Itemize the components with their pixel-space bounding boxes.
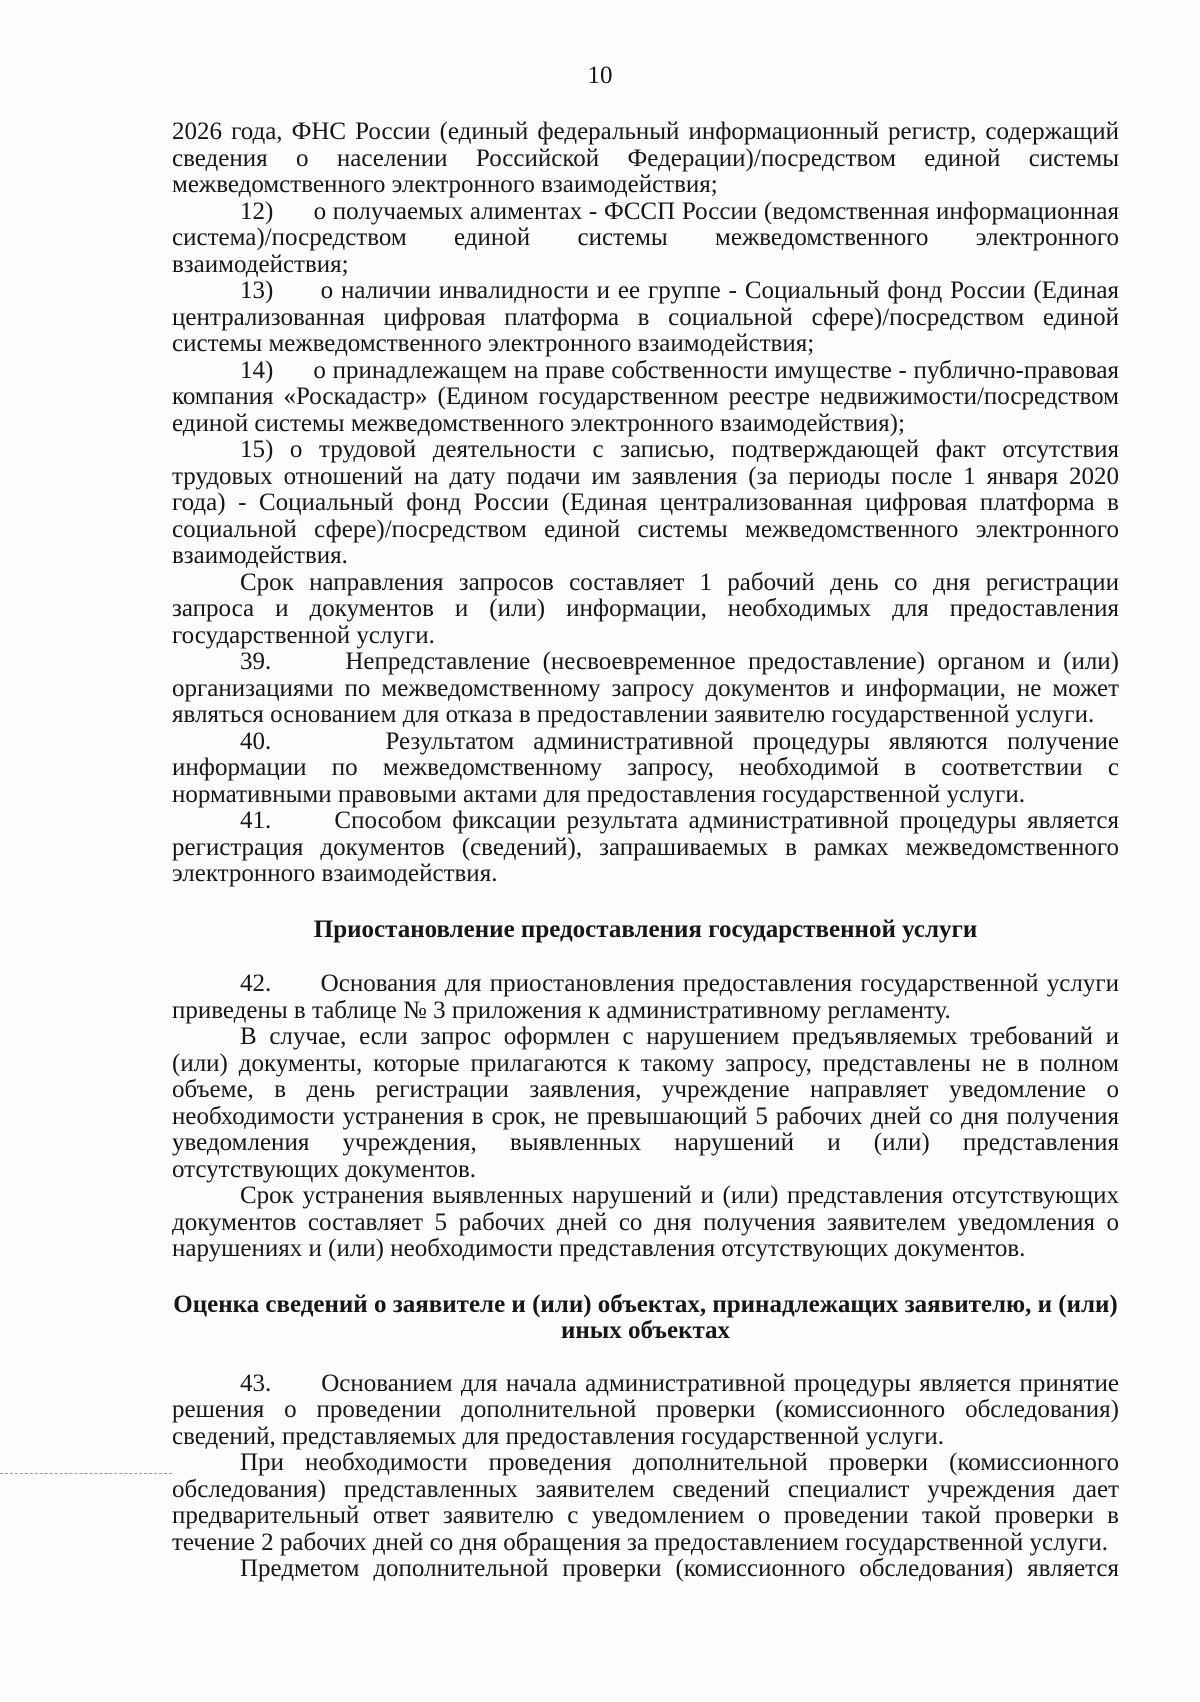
clause-43: 43. Основанием для начала административной процедуры является принятие решения о проведении дополнительной проверки (комиссионного обследования) сведений, представляемых для предоставления государственной услуги. xyxy=(172,1369,1119,1450)
paragraph: 2026 года, ФНС России (единый федеральный информационный регистр, содержащий сведения о населении Российской Федерации)/посредством единой системы межведомственного электронного взаимодействия; xyxy=(172,118,1119,198)
paragraph: В случае, если запрос оформлен с нарушением предъявляемых требований и (или) документы, которые прилагаются к такому запросу, представлены не в полном объеме, в день регистрации заявления, учреждение направляет уведомление о необходимости устранения в срок, не превышающий 5 рабочих дней со дня получения уведомления учреждения, выявленных нарушений и (или) представления отсутствующих документов. xyxy=(172,1023,1119,1183)
scan-artifact-line xyxy=(0,1473,172,1474)
list-item-12: 12) о получаемых алиментах - ФССП России (ведомственная информационная система)/посредством единой системы межведомственного электронного взаимодействия; xyxy=(172,197,1119,278)
paragraph: Срок направления запросов составляет 1 рабочий день со дня регистрации запроса и документов и (или) информации, необходимых для предоставления государственной услуги. xyxy=(172,568,1119,649)
page-number: 10 xyxy=(587,62,613,89)
clause-42: 42. Основания для приостановления предоставления государственной услуги приведены в таблице № 3 приложения к административному регламенту. xyxy=(172,970,1119,1024)
paragraph: Предметом дополнительной проверки (комиссионного обследования) является xyxy=(240,1555,1119,1582)
section-heading-suspension: Приостановление предоставления государственной услуги xyxy=(313,915,978,943)
clause-39: 39. Непредставление (несвоевременное предоставление) органом и (или) организациями по межведомственному запросу документов и информации, не может являться основанием для отказа в предоставлении заявителю государственной услуги. xyxy=(172,648,1119,728)
clause-41: 41. Способом фиксации результата административной процедуры является регистрация документов (сведений), запрашиваемых в рамках межведомственного электронного взаимодействия. xyxy=(172,807,1119,887)
list-item-13: 13) о наличии инвалидности и ее группе - Социальный фонд России (Единая централизованная цифровая платформа в социальной сфере)/посредством единой системы межведомственного электронного взаимодействия; xyxy=(172,277,1119,357)
clause-40: 40. Результатом административной процедуры являются получение информации по межведомственному запросу, необходимой в соответствии с нормативными правовыми актами для предоставления государственной услуги. xyxy=(172,727,1119,808)
paragraph: Срок устранения выявленных нарушений и (или) представления отсутствующих документов составляет 5 рабочих дней со дня получения заявителем уведомления о нарушениях и (или) необходимости представления отсутствующих документов. xyxy=(172,1182,1119,1262)
section-heading-line: иных объектах xyxy=(560,1317,731,1344)
section-heading-assessment xyxy=(172,1292,1119,1345)
list-item-14: 14) о принадлежащем на праве собственности имуществе - публично-правовая компания «Роскадастр» (Едином государственном реестре недвижимости/посредством единой системы межведомственного электронного взаимодействия); xyxy=(172,356,1119,437)
section-heading-line: Оценка сведений о заявителе и (или) объектах, принадлежащих заявителю, и (или) xyxy=(173,1290,1118,1318)
list-item-15: 15) о трудовой деятельности с записью, подтверждающей факт отсутствия трудовых отношений на дату подачи им заявления (за периоды после 1 января 2020 года) - Социальный фонд России (Единая централизованная цифровая платформа в социальной сфере)/посредством единой системы межведомственного электронного взаимодействия. xyxy=(172,436,1119,569)
paragraph: При необходимости проведения дополнительной проверки (комиссионного обследования) представленных заявителем сведений специалист учреждения дает предварительный ответ заявителю с уведомлением о проведении такой проверки в течение 2 рабочих дней со дня обращения за предоставлением государственной услуги. xyxy=(172,1449,1119,1556)
document-body xyxy=(172,119,1119,1583)
